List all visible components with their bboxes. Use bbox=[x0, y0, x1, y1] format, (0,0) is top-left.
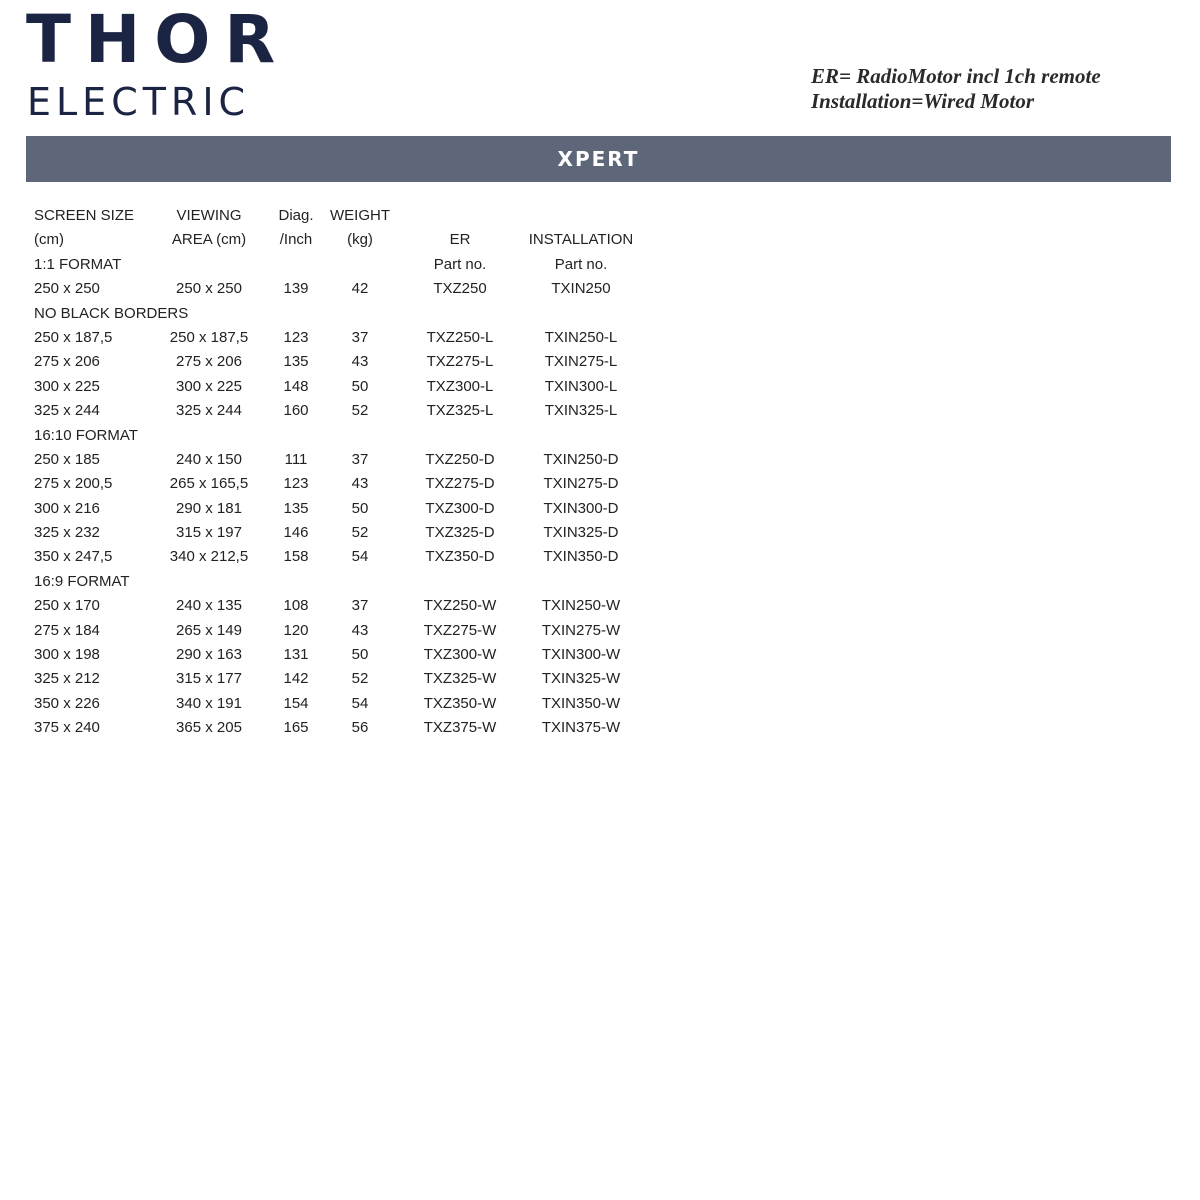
cell-screen-size: 375 x 240 bbox=[34, 719, 100, 737]
cell-weight: 43 bbox=[351, 621, 369, 639]
table-row bbox=[34, 448, 674, 472]
cell-er-part: TXZ375-W bbox=[423, 719, 497, 737]
section-title: NO BLACK BORDERS bbox=[34, 304, 189, 322]
cell-screen-size: 325 x 232 bbox=[34, 524, 100, 542]
cell-installation-part: TXIN275-D bbox=[543, 475, 619, 493]
cell-weight: 56 bbox=[351, 719, 369, 737]
cell-screen-size: 250 x 250 bbox=[34, 280, 100, 298]
cell-weight: 54 bbox=[351, 548, 369, 566]
cell-screen-size: 300 x 225 bbox=[34, 377, 100, 395]
table-row bbox=[34, 399, 674, 423]
cell-diagonal: 154 bbox=[283, 694, 309, 712]
section-header-row bbox=[34, 253, 674, 277]
cell-diagonal: 148 bbox=[283, 377, 309, 395]
cell-diagonal: 111 bbox=[284, 450, 308, 468]
cell-diagonal: 123 bbox=[283, 328, 309, 346]
cell-screen-size: 300 x 198 bbox=[34, 646, 100, 664]
table-row bbox=[34, 497, 674, 521]
section-title: 1:1 FORMAT bbox=[34, 255, 122, 273]
cell-er-part: TXZ350-D bbox=[425, 548, 495, 566]
cell-weight: 37 bbox=[351, 450, 369, 468]
motor-legend bbox=[811, 64, 1101, 114]
cell-screen-size: 300 x 216 bbox=[34, 499, 100, 517]
cell-viewing-area: 240 x 135 bbox=[176, 597, 242, 615]
cell-installation-part: TXIN300-W bbox=[541, 646, 621, 664]
header-row-2 bbox=[34, 228, 674, 252]
cell-diagonal: 142 bbox=[283, 670, 309, 688]
cell-weight: 52 bbox=[351, 402, 369, 420]
table-row bbox=[34, 692, 674, 716]
cell-er-part: TXZ325-D bbox=[425, 524, 495, 542]
section-title: 16:10 FORMAT bbox=[34, 426, 138, 444]
cell-viewing-area: 275 x 206 bbox=[176, 353, 242, 371]
legend-line-installation: Installation=Wired Motor bbox=[811, 89, 1034, 113]
cell-viewing-area: 315 x 197 bbox=[176, 524, 242, 542]
cell-diagonal: 120 bbox=[283, 621, 309, 639]
section-header-row bbox=[34, 424, 674, 448]
brand-logo-title: THOR bbox=[26, 1, 290, 78]
cell-weight: 42 bbox=[351, 280, 369, 298]
cell-viewing-area: 340 x 212,5 bbox=[169, 548, 249, 566]
cell-viewing-area: 240 x 150 bbox=[176, 450, 242, 468]
cell-screen-size: 275 x 184 bbox=[34, 621, 100, 639]
legend-line-er: ER= RadioMotor incl 1ch remote bbox=[811, 64, 1101, 88]
cell-screen-size: 250 x 170 bbox=[34, 597, 100, 615]
cell-diagonal: 135 bbox=[283, 353, 309, 371]
cell-er-part: TXZ275-L bbox=[426, 353, 494, 371]
cell-screen-size: 250 x 187,5 bbox=[34, 328, 113, 346]
table-row bbox=[34, 472, 674, 496]
cell-screen-size: 325 x 244 bbox=[34, 402, 100, 420]
cell-viewing-area: 265 x 149 bbox=[176, 621, 242, 639]
cell-installation-part: TXIN300-L bbox=[544, 377, 618, 395]
cell-er-part: TXZ250 bbox=[433, 280, 487, 298]
section-title: 16:9 FORMAT bbox=[34, 572, 130, 590]
cell-diagonal: 135 bbox=[283, 499, 309, 517]
cell-er-part: TXZ325-L bbox=[426, 402, 494, 420]
cell-installation-part: TXIN325-W bbox=[541, 670, 621, 688]
cell-installation-part: TXIN250-W bbox=[541, 597, 621, 615]
cell-installation-part: TXIN375-W bbox=[541, 719, 621, 737]
header-row-1 bbox=[34, 204, 674, 228]
cell-installation-part: TXIN325-D bbox=[543, 524, 619, 542]
cell-weight: 37 bbox=[351, 597, 369, 615]
cell-screen-size: 325 x 212 bbox=[34, 670, 100, 688]
cell-installation-part: TXIN350-D bbox=[543, 548, 619, 566]
cell-weight: 37 bbox=[351, 328, 369, 346]
cell-weight: 50 bbox=[351, 377, 369, 395]
table-row bbox=[34, 594, 674, 618]
cell-screen-size: (cm) bbox=[34, 231, 64, 249]
brand-logo-subtitle: ELECTRIC bbox=[27, 80, 251, 124]
cell-viewing-area: VIEWING bbox=[176, 207, 242, 224]
cell-viewing-area: 265 x 165,5 bbox=[169, 475, 249, 493]
cell-er-part: TXZ250-L bbox=[426, 328, 494, 346]
cell-screen-size: 275 x 206 bbox=[34, 353, 100, 371]
cell-viewing-area: 325 x 244 bbox=[176, 402, 242, 420]
section-header-row bbox=[34, 570, 674, 594]
cell-screen-size: 350 x 226 bbox=[34, 694, 100, 712]
product-title: XPERT bbox=[557, 147, 640, 171]
cell-diagonal: 165 bbox=[283, 719, 309, 737]
cell-weight: 54 bbox=[351, 694, 369, 712]
product-title-band bbox=[26, 136, 1171, 182]
cell-er-part: TXZ300-L bbox=[426, 377, 494, 395]
cell-weight: (kg) bbox=[347, 231, 373, 249]
cell-viewing-area: 340 x 191 bbox=[176, 694, 242, 712]
cell-screen-size: 275 x 200,5 bbox=[34, 475, 113, 493]
cell-diagonal: 139 bbox=[283, 280, 309, 298]
cell-viewing-area: 250 x 250 bbox=[176, 280, 242, 298]
cell-installation-part: TXIN250-L bbox=[544, 328, 618, 346]
cell-er-part: TXZ275-D bbox=[425, 475, 495, 493]
cell-viewing-area: 300 x 225 bbox=[176, 377, 242, 395]
cell-weight: 43 bbox=[351, 475, 369, 493]
table-row bbox=[34, 326, 674, 350]
cell-weight: 52 bbox=[351, 524, 369, 542]
cell-diagonal: 158 bbox=[283, 548, 309, 566]
cell-viewing-area: 290 x 163 bbox=[176, 646, 242, 664]
cell-screen-size: SCREEN SIZE bbox=[34, 207, 135, 224]
cell-diagonal: 131 bbox=[283, 646, 309, 664]
cell-viewing-area: AREA (cm) bbox=[171, 231, 247, 249]
part-no-label: Part no. bbox=[433, 255, 487, 273]
cell-er-part: TXZ250-W bbox=[423, 597, 497, 615]
table-row bbox=[34, 521, 674, 545]
cell-weight: 52 bbox=[351, 670, 369, 688]
cell-er-part: TXZ275-W bbox=[423, 621, 497, 639]
cell-installation-part: TXIN300-D bbox=[543, 499, 619, 517]
table-row bbox=[34, 667, 674, 691]
cell-weight: 43 bbox=[351, 353, 369, 371]
cell-diagonal: 160 bbox=[283, 402, 309, 420]
cell-installation-part: TXIN350-W bbox=[541, 694, 621, 712]
cell-diagonal: 108 bbox=[283, 597, 309, 615]
table-row bbox=[34, 643, 674, 667]
table-row bbox=[34, 375, 674, 399]
part-no-label: Part no. bbox=[554, 255, 608, 273]
section-header-row bbox=[34, 302, 674, 326]
table-row bbox=[34, 545, 674, 569]
cell-weight: WEIGHT bbox=[330, 207, 390, 224]
cell-viewing-area: 290 x 181 bbox=[176, 499, 242, 517]
cell-installation-part: TXIN275-L bbox=[544, 353, 618, 371]
cell-installation-part: INSTALLATION bbox=[528, 231, 634, 249]
cell-diagonal: /Inch bbox=[279, 231, 313, 249]
cell-diagonal: 146 bbox=[283, 524, 309, 542]
table-row bbox=[34, 350, 674, 374]
cell-weight: 50 bbox=[351, 646, 369, 664]
cell-diagonal: Diag. bbox=[278, 207, 314, 224]
cell-diagonal: 123 bbox=[283, 475, 309, 493]
cell-screen-size: 250 x 185 bbox=[34, 450, 100, 468]
cell-er-part: TXZ300-W bbox=[423, 646, 497, 664]
cell-installation-part: TXIN250-D bbox=[543, 450, 619, 468]
table-row bbox=[34, 277, 674, 301]
table-row bbox=[34, 619, 674, 643]
cell-weight: 50 bbox=[351, 499, 369, 517]
cell-viewing-area: 365 x 205 bbox=[176, 719, 242, 737]
cell-er-part: ER bbox=[449, 231, 471, 249]
spec-table bbox=[34, 204, 674, 741]
cell-screen-size: 350 x 247,5 bbox=[34, 548, 113, 566]
cell-installation-part: TXIN325-L bbox=[544, 402, 618, 420]
cell-er-part: TXZ250-D bbox=[425, 450, 495, 468]
cell-er-part: TXZ300-D bbox=[425, 499, 495, 517]
cell-er-part: TXZ350-W bbox=[423, 694, 497, 712]
cell-installation-part: TXIN275-W bbox=[541, 621, 621, 639]
cell-viewing-area: 250 x 187,5 bbox=[169, 328, 249, 346]
table-row bbox=[34, 716, 674, 740]
cell-er-part: TXZ325-W bbox=[423, 670, 497, 688]
cell-viewing-area: 315 x 177 bbox=[176, 670, 242, 688]
cell-installation-part: TXIN250 bbox=[551, 280, 611, 298]
